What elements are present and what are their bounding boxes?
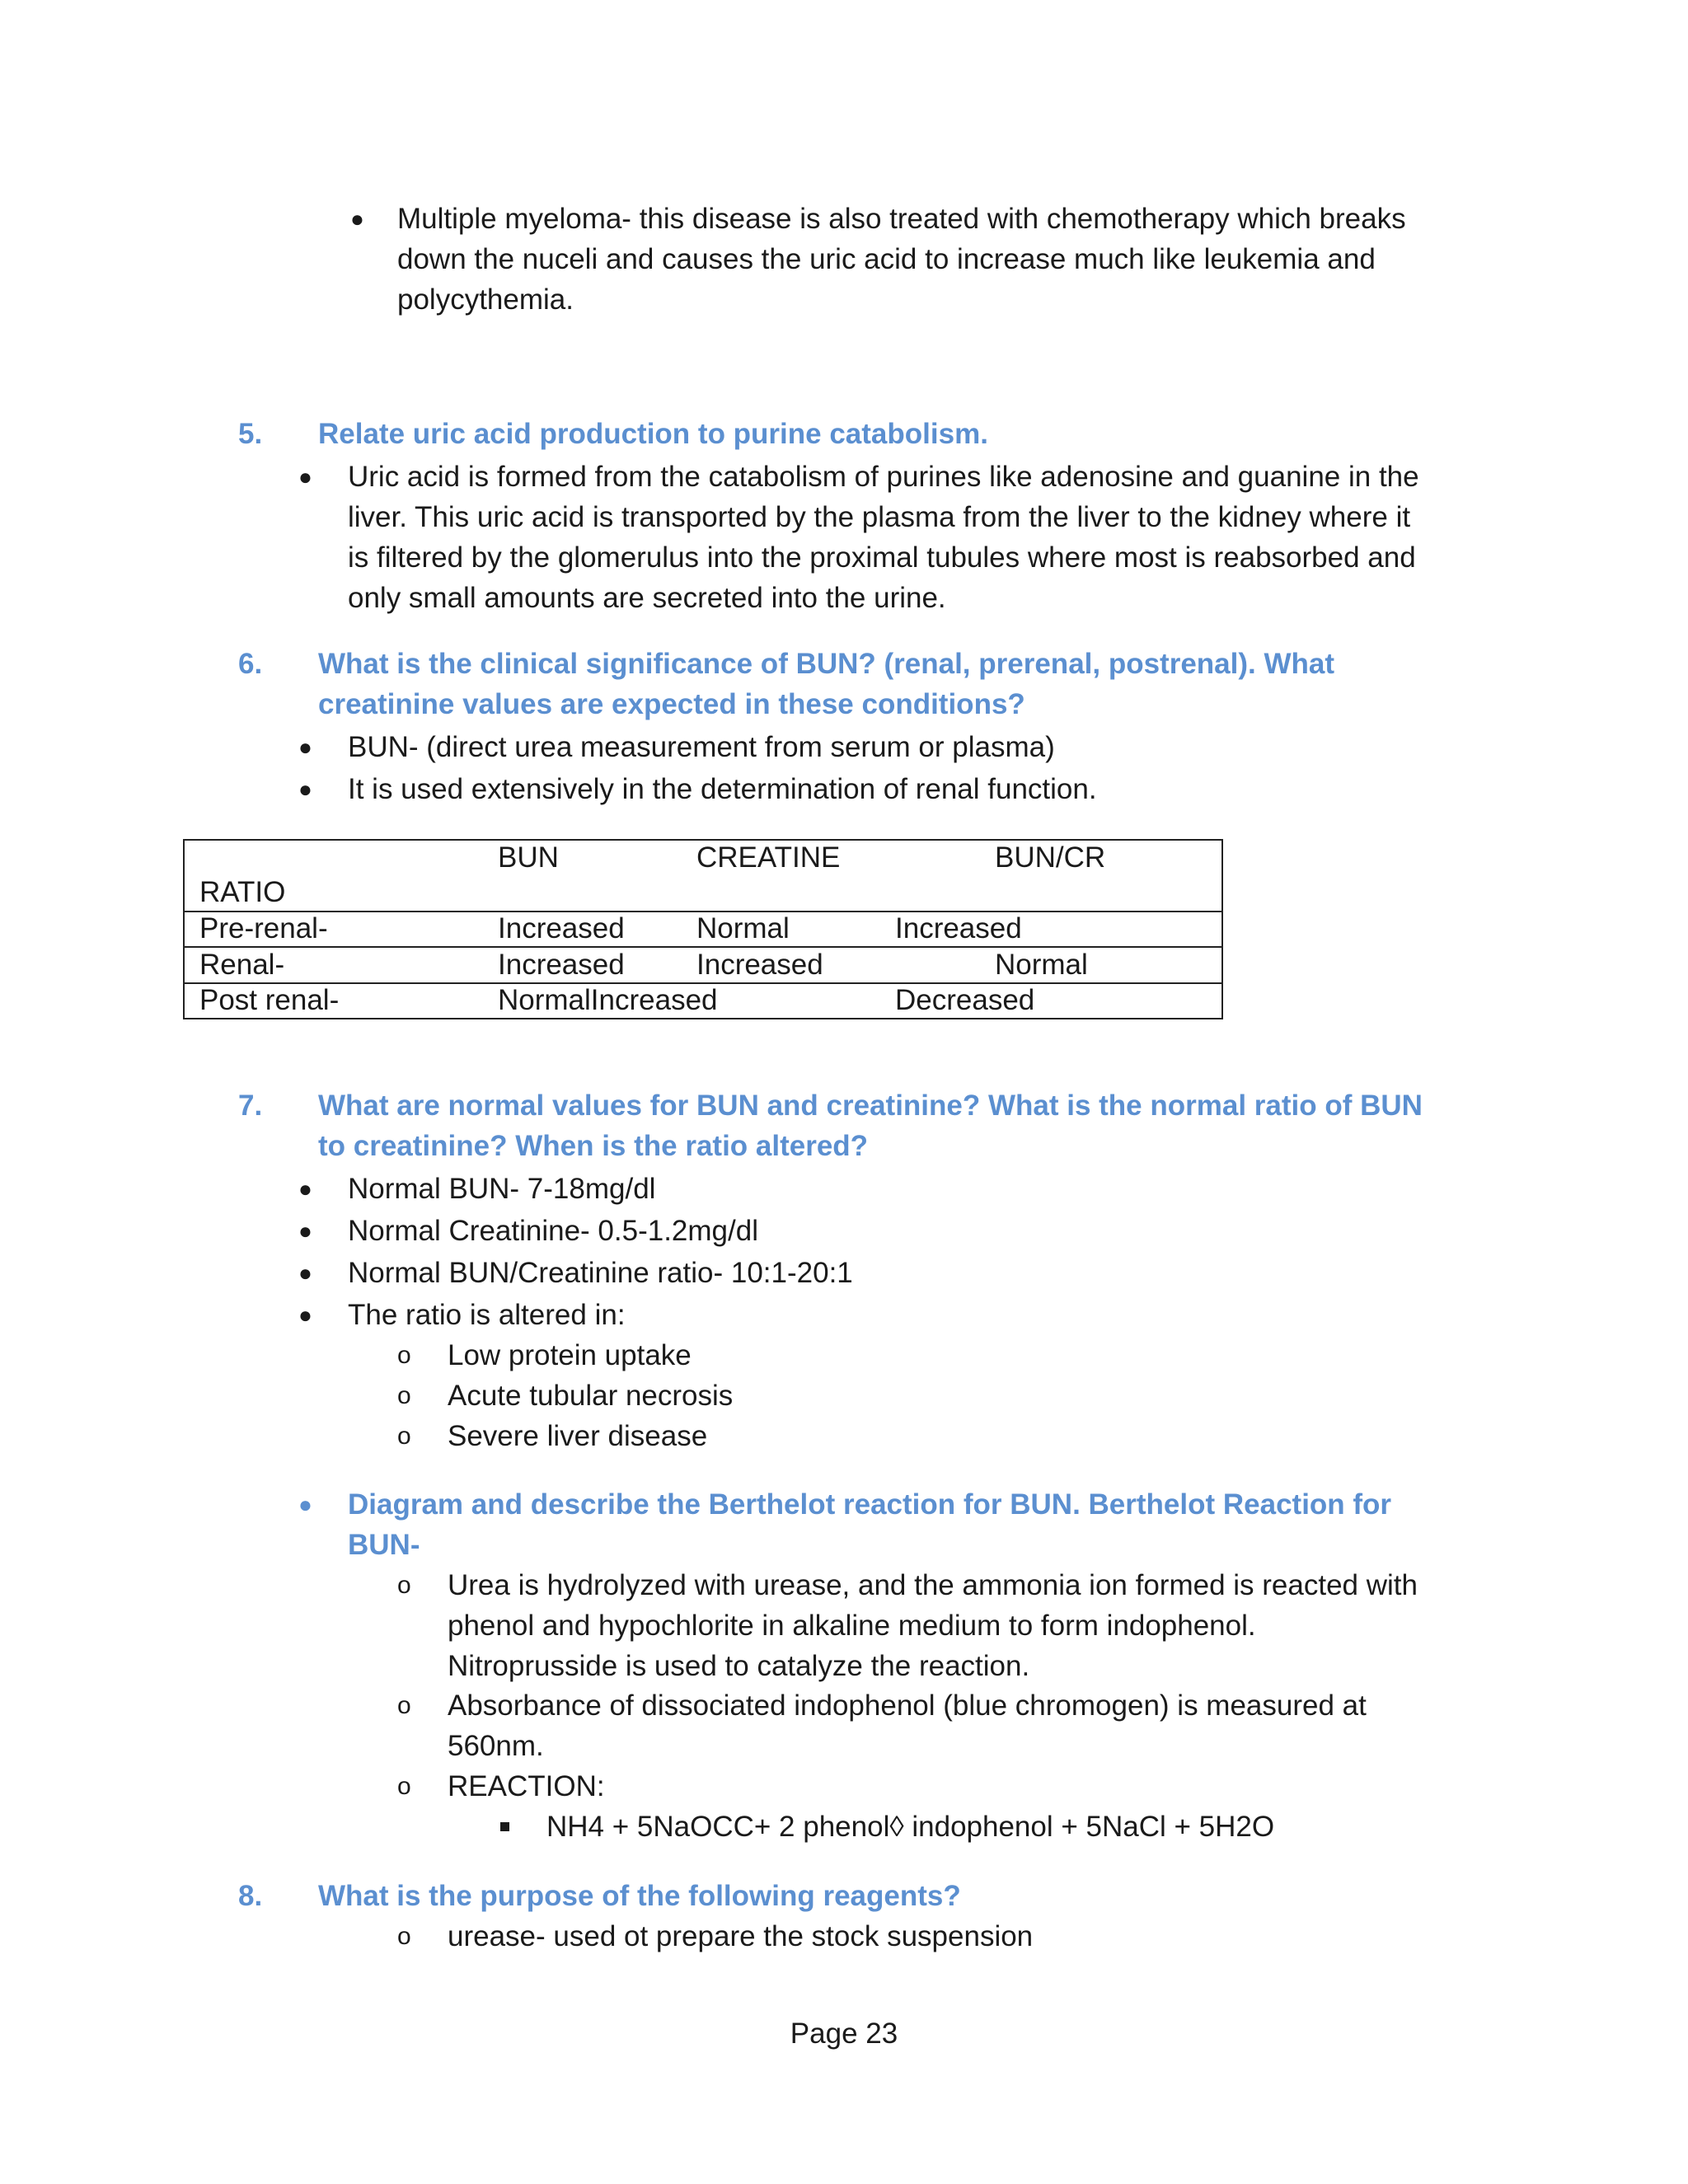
header-bun: BUN	[498, 841, 559, 874]
q6-bullet-2: It is used extensively in the determination of renal function.	[348, 773, 1097, 805]
q7-sub-bullet-2: Acute tubular necrosis	[448, 1380, 734, 1412]
q7-bullet-3: Normal BUN/Creatinine ratio- 10:1-20:1	[348, 1257, 853, 1289]
q8-sub-bullet: urease- used ot prepare the stock suspension	[448, 1920, 1034, 1952]
circle-bullet: o	[397, 1692, 411, 1719]
row-prerenal-ratio: Increased	[895, 912, 1022, 944]
berthelot-item1-line-1: Urea is hydrolyzed with urease, and the ammonia ion formed is reacted with	[448, 1569, 1418, 1601]
q7-title-line-2: to creatinine? When is the ratio altered?	[318, 1130, 869, 1162]
header-creatine: CREATINE	[696, 841, 841, 874]
row-renal-ratio: Normal	[995, 949, 1088, 981]
row-renal-bun: Increased	[498, 949, 625, 981]
header-bun-cr: BUN/CR	[995, 841, 1106, 874]
berthelot-title-line-2: BUN-	[348, 1529, 420, 1561]
square-bullet	[500, 1822, 509, 1831]
myeloma-line-2: down the nuceli and causes the uric acid to increase much like leukemia and	[397, 243, 1376, 275]
bun-creatinine-table	[183, 839, 1223, 1019]
q7-number: 7.	[238, 1090, 263, 1122]
q7-bullet-1: Normal BUN- 7-18mg/dl	[348, 1173, 656, 1205]
q7-sub-bullet-3: Severe liver disease	[448, 1420, 708, 1452]
q6-title-line-2: creatinine values are expected in these conditions?	[318, 688, 1025, 720]
q7-title-line-1: What are normal values for BUN and creatinine? What is the normal ratio of BUN	[318, 1090, 1423, 1122]
bullet-dot: ●	[298, 1218, 312, 1244]
circle-bullet: o	[397, 1342, 411, 1369]
berthelot-item2-line-1: Absorbance of dissociated indophenol (blue chromogen) is measured at	[448, 1690, 1367, 1722]
q5-number: 5.	[238, 418, 263, 450]
row-label-prerenal: Pre-renal-	[199, 912, 328, 944]
q7-sub-bullet-1: Low protein uptake	[448, 1339, 692, 1371]
circle-bullet: o	[397, 1572, 411, 1599]
circle-bullet: o	[397, 1382, 411, 1409]
row-postrenal-bun: NormalIncreased	[498, 984, 718, 1016]
q5-answer-line-3: is filtered by the glomerulus into the proximal tubules where most is reabsorbed and	[348, 541, 1416, 574]
q6-title-line-1: What is the clinical significance of BUN? (renal, prerenal, postrenal). What	[318, 648, 1334, 680]
row-label-renal: Renal-	[199, 949, 285, 981]
q5-answer-line-2: liver. This uric acid is transported by the plasma from the liver to the kidney where it	[348, 501, 1411, 533]
q6-number: 6.	[238, 648, 263, 680]
circle-bullet: o	[397, 1923, 411, 1950]
berthelot-title-line-1: Diagram and describe the Berthelot reaction for BUN. Berthelot Reaction for	[348, 1488, 1392, 1521]
bullet-dot: ●	[298, 1260, 312, 1286]
header-ratio-label: RATIO	[199, 876, 286, 908]
berthelot-item3: REACTION:	[448, 1770, 605, 1802]
berthelot-item1-line-3: Nitroprusside is used to catalyze the reaction.	[448, 1650, 1030, 1682]
q7-bullet-4: The ratio is altered in:	[348, 1299, 626, 1331]
bullet-dot: ●	[298, 1492, 312, 1517]
myeloma-line-3: polycythemia.	[397, 284, 574, 316]
row-postrenal-ratio: Decreased	[895, 984, 1035, 1016]
bullet-dot: ●	[298, 1176, 312, 1202]
circle-bullet: o	[397, 1422, 411, 1450]
q7-bullet-2: Normal Creatinine- 0.5-1.2mg/dl	[348, 1215, 758, 1247]
bullet-dot: ●	[298, 734, 312, 760]
berthelot-reaction: NH4 + 5NaOCC+ 2 phenol◊ indophenol + 5NaCl + 5H2O	[546, 1811, 1275, 1843]
row-prerenal-bun: Increased	[498, 912, 625, 944]
q8-number: 8.	[238, 1880, 263, 1912]
bullet-dot: ●	[298, 776, 312, 802]
q8-title: What is the purpose of the following reagents?	[318, 1880, 961, 1912]
myeloma-line-1: Multiple myeloma- this disease is also treated with chemotherapy which breaks	[397, 203, 1406, 235]
row-prerenal-creatine: Normal	[696, 912, 790, 944]
bullet-dot: ●	[350, 206, 364, 232]
q5-title: Relate uric acid production to purine catabolism.	[318, 418, 988, 450]
row-renal-creatine: Increased	[696, 949, 823, 981]
q6-bullet-1: BUN- (direct urea measurement from serum or plasma)	[348, 731, 1055, 763]
berthelot-item1-line-2: phenol and hypochlorite in alkaline medium to form indophenol.	[448, 1610, 1256, 1642]
q5-answer-line-1: Uric acid is formed from the catabolism of purines like adenosine and guanine in the	[348, 461, 1419, 493]
bullet-dot: ●	[298, 1302, 312, 1328]
q5-answer-line-4: only small amounts are secreted into the urine.	[348, 582, 946, 614]
page-number: Page 23	[790, 2018, 898, 2050]
circle-bullet: o	[397, 1773, 411, 1800]
row-label-postrenal: Post renal-	[199, 984, 340, 1016]
bullet-dot: ●	[298, 464, 312, 490]
berthelot-item2-line-2: 560nm.	[448, 1730, 544, 1762]
